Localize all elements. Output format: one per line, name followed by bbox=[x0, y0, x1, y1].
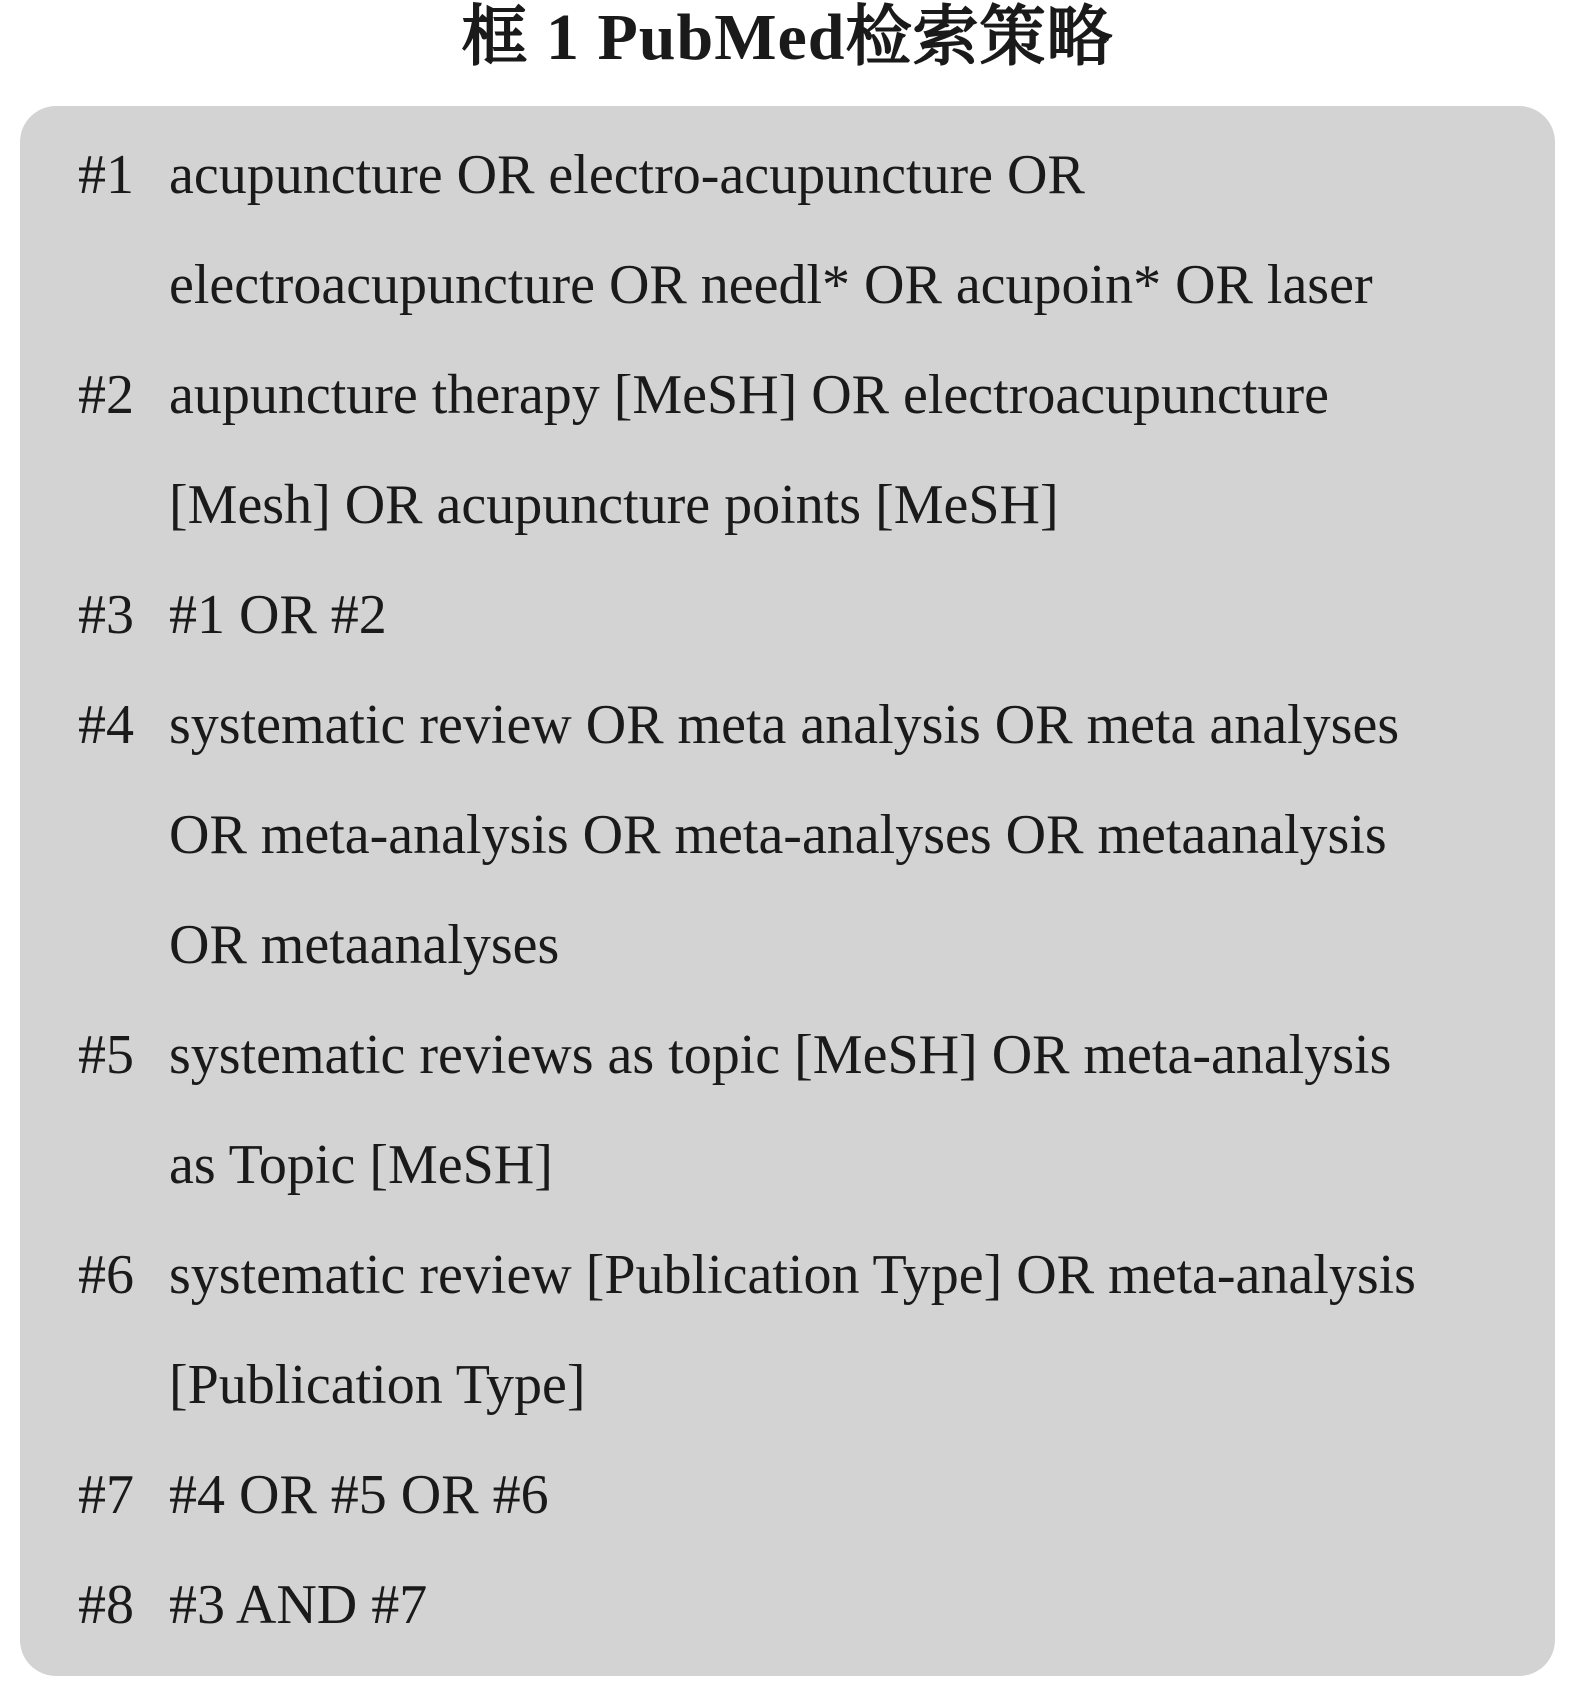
entry-text: [Publication Type] bbox=[169, 1354, 586, 1416]
entry-number: #6 bbox=[78, 1244, 134, 1306]
entry-text: as Topic [MeSH] bbox=[169, 1134, 553, 1196]
entry-number: #2 bbox=[78, 364, 134, 426]
entry-text: systematic review [Publication Type] OR meta-analysis bbox=[169, 1244, 1416, 1306]
entry-number: #3 bbox=[78, 584, 134, 646]
entry-text: #1 OR #2 bbox=[169, 584, 387, 646]
entry-text: #4 OR #5 OR #6 bbox=[169, 1464, 549, 1526]
entry-number: #4 bbox=[78, 694, 134, 756]
entry-text: acupuncture OR electro-acupuncture OR bbox=[169, 144, 1085, 206]
box-title: 框 1 PubMed检索策略 bbox=[461, 1, 1114, 74]
entry-text: electroacupuncture OR needl* OR acupoin* OR laser bbox=[169, 254, 1373, 316]
entry-number: #1 bbox=[78, 144, 134, 206]
entry-text: aupuncture therapy [MeSH] OR electroacupuncture bbox=[169, 364, 1329, 426]
entry-text: OR metaanalyses bbox=[169, 914, 560, 976]
entry-text: systematic reviews as topic [MeSH] OR meta-analysis bbox=[169, 1024, 1392, 1086]
entry-text: OR meta-analysis OR meta-analyses OR metaanalysis bbox=[169, 804, 1387, 866]
entry-number: #8 bbox=[78, 1574, 134, 1636]
entry-text: [Mesh] OR acupuncture points [MeSH] bbox=[169, 474, 1059, 536]
entry-text: systematic review OR meta analysis OR meta analyses bbox=[169, 694, 1400, 756]
entry-number: #7 bbox=[78, 1464, 134, 1526]
entry-text: #3 AND #7 bbox=[169, 1574, 428, 1636]
search-strategy-box bbox=[20, 106, 1555, 1676]
entry-number: #5 bbox=[78, 1024, 134, 1086]
